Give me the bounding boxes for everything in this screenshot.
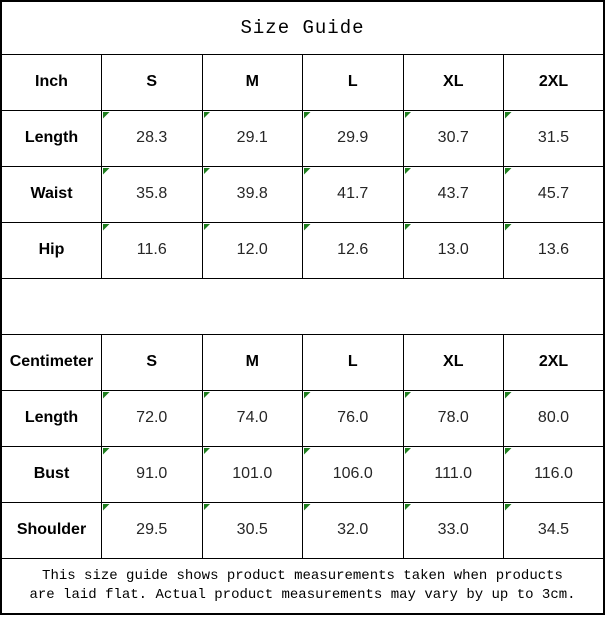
inch-header-row xyxy=(1,54,604,110)
size-value-cell xyxy=(102,222,203,278)
size-value: 29.9 xyxy=(337,129,369,146)
size-value-cell xyxy=(102,166,203,222)
flag-triangle-icon xyxy=(103,504,110,511)
size-header-s: S xyxy=(102,334,203,390)
size-value: 29.5 xyxy=(136,521,168,538)
flag-triangle-icon xyxy=(405,504,412,511)
measurement-label: Waist xyxy=(1,166,102,222)
size-value: 111.0 xyxy=(434,465,473,482)
flag-triangle-icon xyxy=(304,168,311,175)
size-value: 30.5 xyxy=(236,521,268,538)
size-value: 34.5 xyxy=(537,521,570,538)
flag-triangle-icon xyxy=(304,112,311,119)
flag-triangle-icon xyxy=(405,112,412,119)
size-value-cell xyxy=(504,502,605,558)
size-value: 80.0 xyxy=(537,409,570,426)
size-value: 76.0 xyxy=(337,409,369,426)
flag-triangle-icon xyxy=(204,168,211,175)
size-value-cell xyxy=(403,390,504,446)
size-value: 72.0 xyxy=(136,409,168,426)
table-row xyxy=(1,446,604,502)
flag-triangle-icon xyxy=(103,224,110,231)
size-value-cell xyxy=(202,446,303,502)
size-value: 43.7 xyxy=(437,185,469,202)
size-value-cell xyxy=(303,110,404,166)
size-value: 13.6 xyxy=(537,241,570,258)
size-value-cell xyxy=(102,502,203,558)
size-value: 13.0 xyxy=(437,241,469,258)
size-value-cell xyxy=(202,390,303,446)
size-value: 28.3 xyxy=(136,129,168,146)
size-value-cell xyxy=(403,166,504,222)
size-value-cell xyxy=(403,446,504,502)
flag-triangle-icon xyxy=(405,392,412,399)
size-header-xl: XL xyxy=(403,54,504,110)
size-header-2xl: 2XL xyxy=(504,54,605,110)
flag-triangle-icon xyxy=(505,168,512,175)
unit-header-centimeter: Centimeter xyxy=(1,334,102,390)
size-value: 101.0 xyxy=(232,465,273,482)
flag-triangle-icon xyxy=(505,224,512,231)
size-value-cell xyxy=(504,110,605,166)
measurement-label: Length xyxy=(1,110,102,166)
size-value: 106.0 xyxy=(332,465,373,482)
flag-triangle-icon xyxy=(103,168,110,175)
size-header-2xl: 2XL xyxy=(504,334,605,390)
size-value: 78.0 xyxy=(437,409,469,426)
table-row xyxy=(1,390,604,446)
size-value: 11.6 xyxy=(136,241,167,258)
size-note xyxy=(1,558,604,614)
size-header-l: L xyxy=(303,54,404,110)
table-row xyxy=(1,222,604,278)
unit-header-inch: Inch xyxy=(1,54,102,110)
size-value-cell xyxy=(403,502,504,558)
size-note-line-2: are laid flat. Actual product measurements may vary by up to 3cm. xyxy=(29,586,576,603)
size-value-cell xyxy=(303,446,404,502)
flag-triangle-icon xyxy=(505,448,512,455)
flag-triangle-icon xyxy=(304,504,311,511)
size-value: 29.1 xyxy=(236,129,268,146)
measurement-label: Hip xyxy=(1,222,102,278)
table-row xyxy=(1,502,604,558)
flag-triangle-icon xyxy=(204,112,211,119)
page-title: Size Guide xyxy=(1,1,604,54)
flag-triangle-icon xyxy=(405,168,412,175)
size-value-cell xyxy=(504,390,605,446)
size-value-cell xyxy=(202,502,303,558)
flag-triangle-icon xyxy=(103,112,110,119)
size-value: 30.7 xyxy=(437,129,469,146)
size-value-cell xyxy=(102,110,203,166)
size-value-cell xyxy=(202,166,303,222)
measurement-label: Bust xyxy=(1,446,102,502)
size-value: 91.0 xyxy=(136,465,168,482)
size-value: 41.7 xyxy=(337,185,369,202)
size-value-cell xyxy=(504,222,605,278)
measurement-label: Shoulder xyxy=(1,502,102,558)
size-value-cell xyxy=(102,390,203,446)
size-value-cell xyxy=(504,446,605,502)
size-value: 39.8 xyxy=(236,185,268,202)
spacer-row xyxy=(1,278,604,334)
flag-triangle-icon xyxy=(405,224,412,231)
size-header-xl: XL xyxy=(403,334,504,390)
title-row xyxy=(1,1,604,54)
flag-triangle-icon xyxy=(304,224,311,231)
spacer-cell xyxy=(1,278,604,334)
flag-triangle-icon xyxy=(505,392,512,399)
size-value: 32.0 xyxy=(337,521,369,538)
size-value: 116.0 xyxy=(534,465,573,482)
flag-triangle-icon xyxy=(204,504,211,511)
flag-triangle-icon xyxy=(204,392,211,399)
size-value-cell xyxy=(504,166,605,222)
size-value-cell xyxy=(403,222,504,278)
size-note-line-1: This size guide shows product measurements taken when products xyxy=(42,567,563,584)
size-header-l: L xyxy=(303,334,404,390)
size-value: 12.0 xyxy=(236,241,268,258)
size-value: 35.8 xyxy=(136,185,168,202)
size-value: 12.6 xyxy=(337,241,369,258)
table-row xyxy=(1,110,604,166)
flag-triangle-icon xyxy=(505,112,512,119)
size-value-cell xyxy=(102,446,203,502)
size-value-cell xyxy=(403,110,504,166)
flag-triangle-icon xyxy=(304,448,311,455)
size-value: 45.7 xyxy=(537,185,570,202)
size-header-s: S xyxy=(102,54,203,110)
size-value: 74.0 xyxy=(236,409,268,426)
size-value-cell xyxy=(202,110,303,166)
flag-triangle-icon xyxy=(405,448,412,455)
flag-triangle-icon xyxy=(103,448,110,455)
flag-triangle-icon xyxy=(304,392,311,399)
size-value: 31.5 xyxy=(537,129,570,146)
size-value-cell xyxy=(202,222,303,278)
footer-row xyxy=(1,558,604,614)
size-value: 33.0 xyxy=(437,521,469,538)
size-header-m: M xyxy=(202,54,303,110)
size-header-m: M xyxy=(202,334,303,390)
size-value-cell xyxy=(303,222,404,278)
flag-triangle-icon xyxy=(204,448,211,455)
measurement-label: Length xyxy=(1,390,102,446)
table-row xyxy=(1,166,604,222)
size-value-cell xyxy=(303,166,404,222)
centimeter-header-row xyxy=(1,334,604,390)
size-value-cell xyxy=(303,390,404,446)
flag-triangle-icon xyxy=(505,504,512,511)
size-value-cell xyxy=(303,502,404,558)
flag-triangle-icon xyxy=(204,224,211,231)
flag-triangle-icon xyxy=(103,392,110,399)
